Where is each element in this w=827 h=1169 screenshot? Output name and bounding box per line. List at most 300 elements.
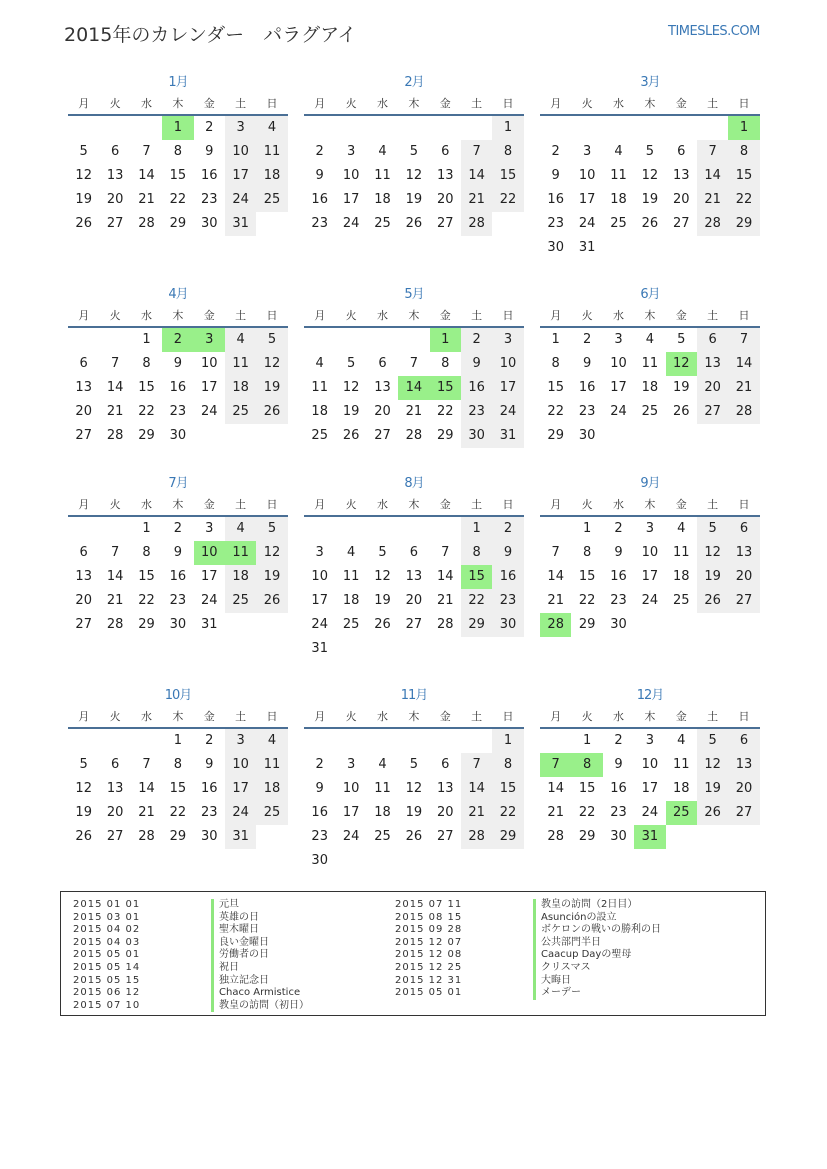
day-cell: 11: [641, 356, 659, 371]
day-cell: 13: [436, 168, 454, 183]
weekday-header: 土: [225, 94, 256, 116]
day-cell: 24: [342, 829, 360, 844]
day-cell: 16: [200, 168, 218, 183]
day-cell: 13: [672, 168, 690, 183]
day-cell: 9: [173, 356, 182, 371]
weekday-header: 木: [634, 306, 665, 328]
empty-cell: [99, 517, 130, 541]
day-cell: 19: [697, 777, 728, 801]
weekday-header: 火: [571, 306, 602, 328]
empty-cell: [571, 116, 602, 140]
weekday-header: 土: [461, 306, 492, 328]
month-day-grid: [540, 707, 760, 849]
day-cell: 18: [374, 805, 391, 820]
day-cell: 2: [162, 328, 193, 352]
empty-cell: [666, 116, 697, 140]
month-block: [304, 284, 524, 448]
day-cell: 12: [75, 168, 92, 183]
weekday-header: 日: [256, 707, 287, 729]
empty-cell: [398, 729, 429, 753]
day-cell: 10: [225, 140, 256, 164]
day-cell: 2: [315, 757, 324, 772]
day-cell: 15: [430, 376, 461, 400]
day-cell: 21: [547, 593, 564, 608]
day-cell: 19: [374, 593, 391, 608]
holiday-date: 2015 12 07: [395, 936, 463, 948]
day-cell: 22: [436, 404, 454, 419]
day-cell: 9: [551, 168, 560, 183]
month-block: [540, 72, 760, 260]
empty-cell: [68, 729, 99, 753]
day-cell: 25: [342, 617, 360, 632]
weekday-header: 金: [194, 306, 225, 328]
weekday-header: 火: [335, 94, 366, 116]
day-cell: 14: [728, 352, 759, 376]
empty-cell: [540, 116, 571, 140]
day-cell: 27: [697, 400, 728, 424]
holiday-date: 2015 03 01: [73, 911, 141, 923]
day-cell: 9: [614, 545, 623, 560]
day-cell: 21: [138, 192, 155, 207]
day-cell: 25: [225, 400, 256, 424]
day-cell: 29: [578, 617, 596, 632]
day-cell: 15: [547, 380, 564, 395]
holiday-date: 2015 09 28: [395, 924, 463, 936]
legend-item: [395, 949, 661, 962]
legend-item: [73, 962, 309, 975]
day-cell: 12: [75, 781, 92, 796]
day-cell: 17: [311, 593, 328, 608]
weekday-header: 日: [728, 306, 759, 328]
day-cell: 24: [342, 216, 360, 231]
day-cell: 16: [311, 192, 328, 207]
day-cell: 7: [142, 757, 151, 772]
day-cell: 9: [315, 168, 324, 183]
day-cell: 3: [225, 116, 256, 140]
empty-cell: [335, 116, 366, 140]
holiday-name: Asunciónの設立: [533, 912, 616, 925]
weekday-header: 土: [697, 306, 728, 328]
day-cell: 24: [311, 617, 328, 632]
legend-item: [73, 899, 309, 912]
day-cell: 6: [378, 356, 387, 371]
weekday-header: 火: [335, 707, 366, 729]
day-cell: 4: [256, 116, 287, 140]
day-cell: 5: [697, 729, 728, 753]
day-cell: 14: [436, 569, 454, 584]
day-cell: 22: [578, 593, 596, 608]
day-cell: 18: [672, 569, 690, 584]
weekday-header: 木: [162, 495, 193, 517]
day-cell: 5: [79, 144, 88, 159]
day-cell: 22: [547, 404, 564, 419]
day-cell: 20: [728, 565, 759, 589]
day-cell: 3: [194, 328, 225, 352]
day-cell: 6: [728, 729, 759, 753]
day-cell: 24: [641, 593, 659, 608]
day-cell: 12: [256, 541, 287, 565]
day-cell: 16: [461, 376, 492, 400]
holiday-date: 2015 04 02: [73, 924, 141, 936]
day-cell: 28: [540, 613, 571, 637]
month-block: [304, 473, 524, 661]
day-cell: 3: [205, 521, 214, 536]
day-cell: 22: [138, 593, 155, 608]
empty-cell: [335, 328, 366, 352]
empty-cell: [99, 729, 130, 753]
day-cell: 30: [610, 829, 627, 844]
weekday-header: 水: [603, 707, 634, 729]
day-cell: 19: [697, 565, 728, 589]
month-name: 3月: [640, 75, 660, 90]
day-cell: 17: [200, 569, 218, 584]
day-cell: 8: [551, 356, 560, 371]
holiday-date: 2015 12 08: [395, 949, 463, 961]
day-cell: 10: [200, 356, 218, 371]
day-cell: 28: [106, 428, 124, 443]
day-cell: 8: [441, 356, 450, 371]
day-cell: 8: [582, 545, 592, 560]
day-cell: 2: [315, 144, 324, 159]
day-cell: 20: [436, 805, 454, 820]
day-cell: 7: [728, 328, 759, 352]
day-cell: 18: [610, 192, 627, 207]
day-cell: 30: [200, 829, 218, 844]
day-cell: 3: [315, 545, 324, 560]
weekday-header: 水: [131, 495, 162, 517]
legend-column-right: [395, 899, 661, 1000]
day-cell: 16: [547, 192, 564, 207]
day-cell: 18: [225, 565, 256, 589]
day-cell: 11: [672, 757, 690, 772]
weekday-header: 日: [492, 495, 523, 517]
day-cell: 14: [138, 781, 155, 796]
weekday-header: 土: [461, 495, 492, 517]
day-cell: 30: [578, 428, 596, 443]
day-cell: 24: [578, 216, 596, 231]
day-cell: 27: [436, 829, 454, 844]
day-cell: 7: [697, 140, 728, 164]
day-cell: 3: [645, 733, 654, 748]
legend-item: [73, 987, 309, 1000]
day-cell: 29: [138, 617, 155, 632]
day-cell: 13: [728, 541, 759, 565]
day-cell: 20: [106, 192, 124, 207]
empty-cell: [540, 729, 571, 753]
day-cell: 29: [461, 613, 492, 637]
weekday-header: 月: [304, 495, 335, 517]
day-cell: 6: [110, 757, 120, 772]
month-day-grid: [540, 306, 760, 448]
day-cell: 25: [256, 188, 287, 212]
empty-cell: [603, 116, 634, 140]
day-cell: 8: [728, 140, 759, 164]
day-cell: 21: [405, 404, 423, 419]
day-cell: 18: [256, 777, 287, 801]
day-cell: 24: [225, 801, 256, 825]
day-cell: 19: [641, 192, 659, 207]
day-cell: 30: [311, 853, 328, 868]
day-cell: 21: [461, 188, 492, 212]
empty-cell: [367, 116, 398, 140]
day-cell: 23: [169, 404, 187, 419]
day-cell: 21: [106, 404, 124, 419]
month-day-grid: [304, 94, 524, 236]
day-cell: 27: [106, 216, 124, 231]
holiday-name: 教皇の訪問（2日目）: [533, 899, 637, 912]
day-cell: 10: [342, 781, 360, 796]
day-cell: 14: [547, 781, 564, 796]
weekday-header: 火: [571, 495, 602, 517]
site-link[interactable]: TIMESLES.COM: [668, 24, 760, 39]
day-cell: 27: [728, 801, 759, 825]
day-cell: 19: [256, 565, 287, 589]
day-cell: 14: [138, 168, 155, 183]
empty-cell: [99, 116, 130, 140]
empty-cell: [131, 116, 162, 140]
weekday-header: 日: [728, 707, 759, 729]
day-cell: 9: [173, 545, 182, 560]
weekday-header: 火: [335, 306, 366, 328]
day-cell: 16: [492, 565, 523, 589]
day-cell: 23: [547, 216, 564, 231]
month-block: [68, 72, 288, 236]
weekday-header: 水: [131, 306, 162, 328]
day-cell: 26: [256, 400, 287, 424]
day-cell: 27: [436, 216, 454, 231]
day-cell: 22: [492, 801, 523, 825]
weekday-header: 木: [398, 306, 429, 328]
legend-column-left: [73, 899, 309, 1012]
day-cell: 10: [641, 545, 659, 560]
day-cell: 19: [405, 192, 423, 207]
day-cell: 12: [666, 352, 697, 376]
day-cell: 4: [378, 144, 387, 159]
month-day-grid: [540, 94, 760, 260]
day-cell: 29: [436, 428, 454, 443]
weekday-header: 月: [68, 94, 99, 116]
holiday-date: 2015 05 15: [73, 974, 141, 986]
day-cell: 27: [672, 216, 690, 231]
day-cell: 15: [492, 164, 523, 188]
day-cell: 25: [374, 216, 391, 231]
day-cell: 26: [697, 589, 728, 613]
empty-cell: [68, 517, 99, 541]
weekday-header: 土: [225, 306, 256, 328]
day-cell: 11: [225, 352, 256, 376]
day-cell: 1: [142, 521, 151, 536]
weekday-header: 土: [225, 707, 256, 729]
day-cell: 28: [138, 829, 155, 844]
weekday-header: 金: [430, 306, 461, 328]
weekday-header: 月: [68, 306, 99, 328]
day-cell: 12: [697, 753, 728, 777]
day-cell: 13: [106, 168, 124, 183]
empty-cell: [304, 328, 335, 352]
day-cell: 27: [728, 589, 759, 613]
day-cell: 21: [461, 801, 492, 825]
day-cell: 15: [169, 781, 187, 796]
day-cell: 27: [106, 829, 124, 844]
month-block: [68, 685, 288, 849]
day-cell: 8: [492, 753, 523, 777]
day-cell: 6: [728, 517, 759, 541]
day-cell: 12: [256, 352, 287, 376]
holiday-name: 元旦: [211, 899, 239, 912]
day-cell: 19: [405, 805, 423, 820]
legend-item: [73, 924, 309, 937]
day-cell: 11: [610, 168, 627, 183]
day-cell: 28: [461, 825, 492, 849]
day-cell: 5: [697, 517, 728, 541]
day-cell: 21: [728, 376, 759, 400]
day-cell: 26: [75, 829, 92, 844]
day-cell: 12: [697, 541, 728, 565]
day-cell: 30: [461, 424, 492, 448]
legend-item: [395, 924, 661, 937]
day-cell: 15: [578, 781, 596, 796]
day-cell: 3: [225, 729, 256, 753]
day-cell: 26: [374, 617, 391, 632]
weekday-header: 月: [540, 306, 571, 328]
legend-item: [73, 912, 309, 925]
day-cell: 2: [461, 328, 492, 352]
day-cell: 9: [315, 781, 324, 796]
month-name: 9月: [640, 476, 660, 491]
day-cell: 10: [225, 753, 256, 777]
day-cell: 25: [256, 801, 287, 825]
day-cell: 22: [169, 192, 187, 207]
day-cell: 20: [436, 192, 454, 207]
day-cell: 6: [677, 144, 686, 159]
day-cell: 23: [311, 216, 328, 231]
month-name: 8月: [404, 476, 424, 491]
day-cell: 26: [405, 829, 423, 844]
day-cell: 14: [461, 164, 492, 188]
day-cell: 15: [138, 380, 155, 395]
empty-cell: [304, 517, 335, 541]
day-cell: 16: [200, 781, 218, 796]
day-cell: 21: [436, 593, 454, 608]
day-cell: 4: [346, 545, 356, 560]
holiday-name: 英雄の日: [211, 912, 259, 925]
day-cell: 13: [374, 380, 391, 395]
empty-cell: [335, 729, 366, 753]
day-cell: 7: [461, 753, 492, 777]
day-cell: 5: [346, 356, 356, 371]
weekday-header: 月: [304, 306, 335, 328]
day-cell: 28: [405, 428, 423, 443]
day-cell: 15: [728, 164, 759, 188]
day-cell: 30: [169, 428, 187, 443]
day-cell: 4: [645, 332, 654, 347]
weekday-header: 日: [256, 495, 287, 517]
day-cell: 23: [610, 805, 627, 820]
weekday-header: 木: [398, 94, 429, 116]
month-day-grid: [540, 495, 760, 637]
weekday-header: 火: [99, 94, 130, 116]
day-cell: 14: [461, 777, 492, 801]
day-cell: 5: [677, 332, 686, 347]
day-cell: 21: [138, 805, 155, 820]
day-cell: 20: [405, 593, 423, 608]
day-cell: 15: [492, 777, 523, 801]
holiday-name: メーデー: [533, 987, 581, 1000]
day-cell: 19: [75, 805, 92, 820]
empty-cell: [430, 116, 461, 140]
legend-item: [395, 912, 661, 925]
day-cell: 11: [374, 781, 391, 796]
day-cell: 5: [378, 545, 387, 560]
day-cell: 26: [697, 801, 728, 825]
holiday-name: 独立記念日: [211, 975, 269, 988]
day-cell: 18: [672, 781, 690, 796]
empty-cell: [398, 517, 429, 541]
day-cell: 4: [225, 517, 256, 541]
day-cell: 6: [697, 328, 728, 352]
day-cell: 11: [374, 168, 391, 183]
day-cell: 28: [697, 212, 728, 236]
day-cell: 16: [610, 569, 627, 584]
day-cell: 24: [200, 404, 218, 419]
empty-cell: [99, 328, 130, 352]
day-cell: 30: [200, 216, 218, 231]
legend-item: [395, 975, 661, 988]
day-cell: 10: [610, 356, 627, 371]
day-cell: 23: [200, 192, 218, 207]
day-cell: 27: [405, 617, 423, 632]
day-cell: 11: [256, 140, 287, 164]
day-cell: 6: [79, 545, 88, 560]
day-cell: 7: [441, 545, 450, 560]
weekday-header: 金: [430, 495, 461, 517]
empty-cell: [430, 517, 461, 541]
weekday-header: 金: [194, 94, 225, 116]
day-cell: 10: [578, 168, 596, 183]
day-cell: 12: [405, 781, 423, 796]
holiday-name: 聖木曜日: [211, 924, 259, 937]
month-name: 6月: [640, 287, 660, 302]
day-cell: 11: [342, 569, 360, 584]
day-cell: 8: [492, 140, 523, 164]
day-cell: 2: [614, 521, 623, 536]
day-cell: 25: [374, 829, 391, 844]
day-cell: 28: [547, 829, 564, 844]
day-cell: 23: [169, 593, 187, 608]
month-name: 11月: [400, 688, 428, 703]
day-cell: 20: [672, 192, 690, 207]
day-cell: 14: [697, 164, 728, 188]
empty-cell: [398, 328, 429, 352]
day-cell: 2: [551, 144, 560, 159]
day-cell: 12: [641, 168, 659, 183]
day-cell: 1: [728, 116, 759, 140]
weekday-header: 日: [728, 94, 759, 116]
day-cell: 21: [697, 188, 728, 212]
day-cell: 7: [409, 356, 418, 371]
legend-item: [73, 1000, 309, 1013]
legend-item: [73, 975, 309, 988]
weekday-header: 金: [430, 707, 461, 729]
day-cell: 15: [169, 168, 187, 183]
day-cell: 14: [106, 380, 124, 395]
day-cell: 31: [225, 212, 256, 236]
day-cell: 24: [225, 188, 256, 212]
weekday-header: 月: [68, 495, 99, 517]
day-cell: 25: [610, 216, 627, 231]
holiday-name: 労働者の日: [211, 949, 269, 962]
day-cell: 7: [110, 545, 120, 560]
